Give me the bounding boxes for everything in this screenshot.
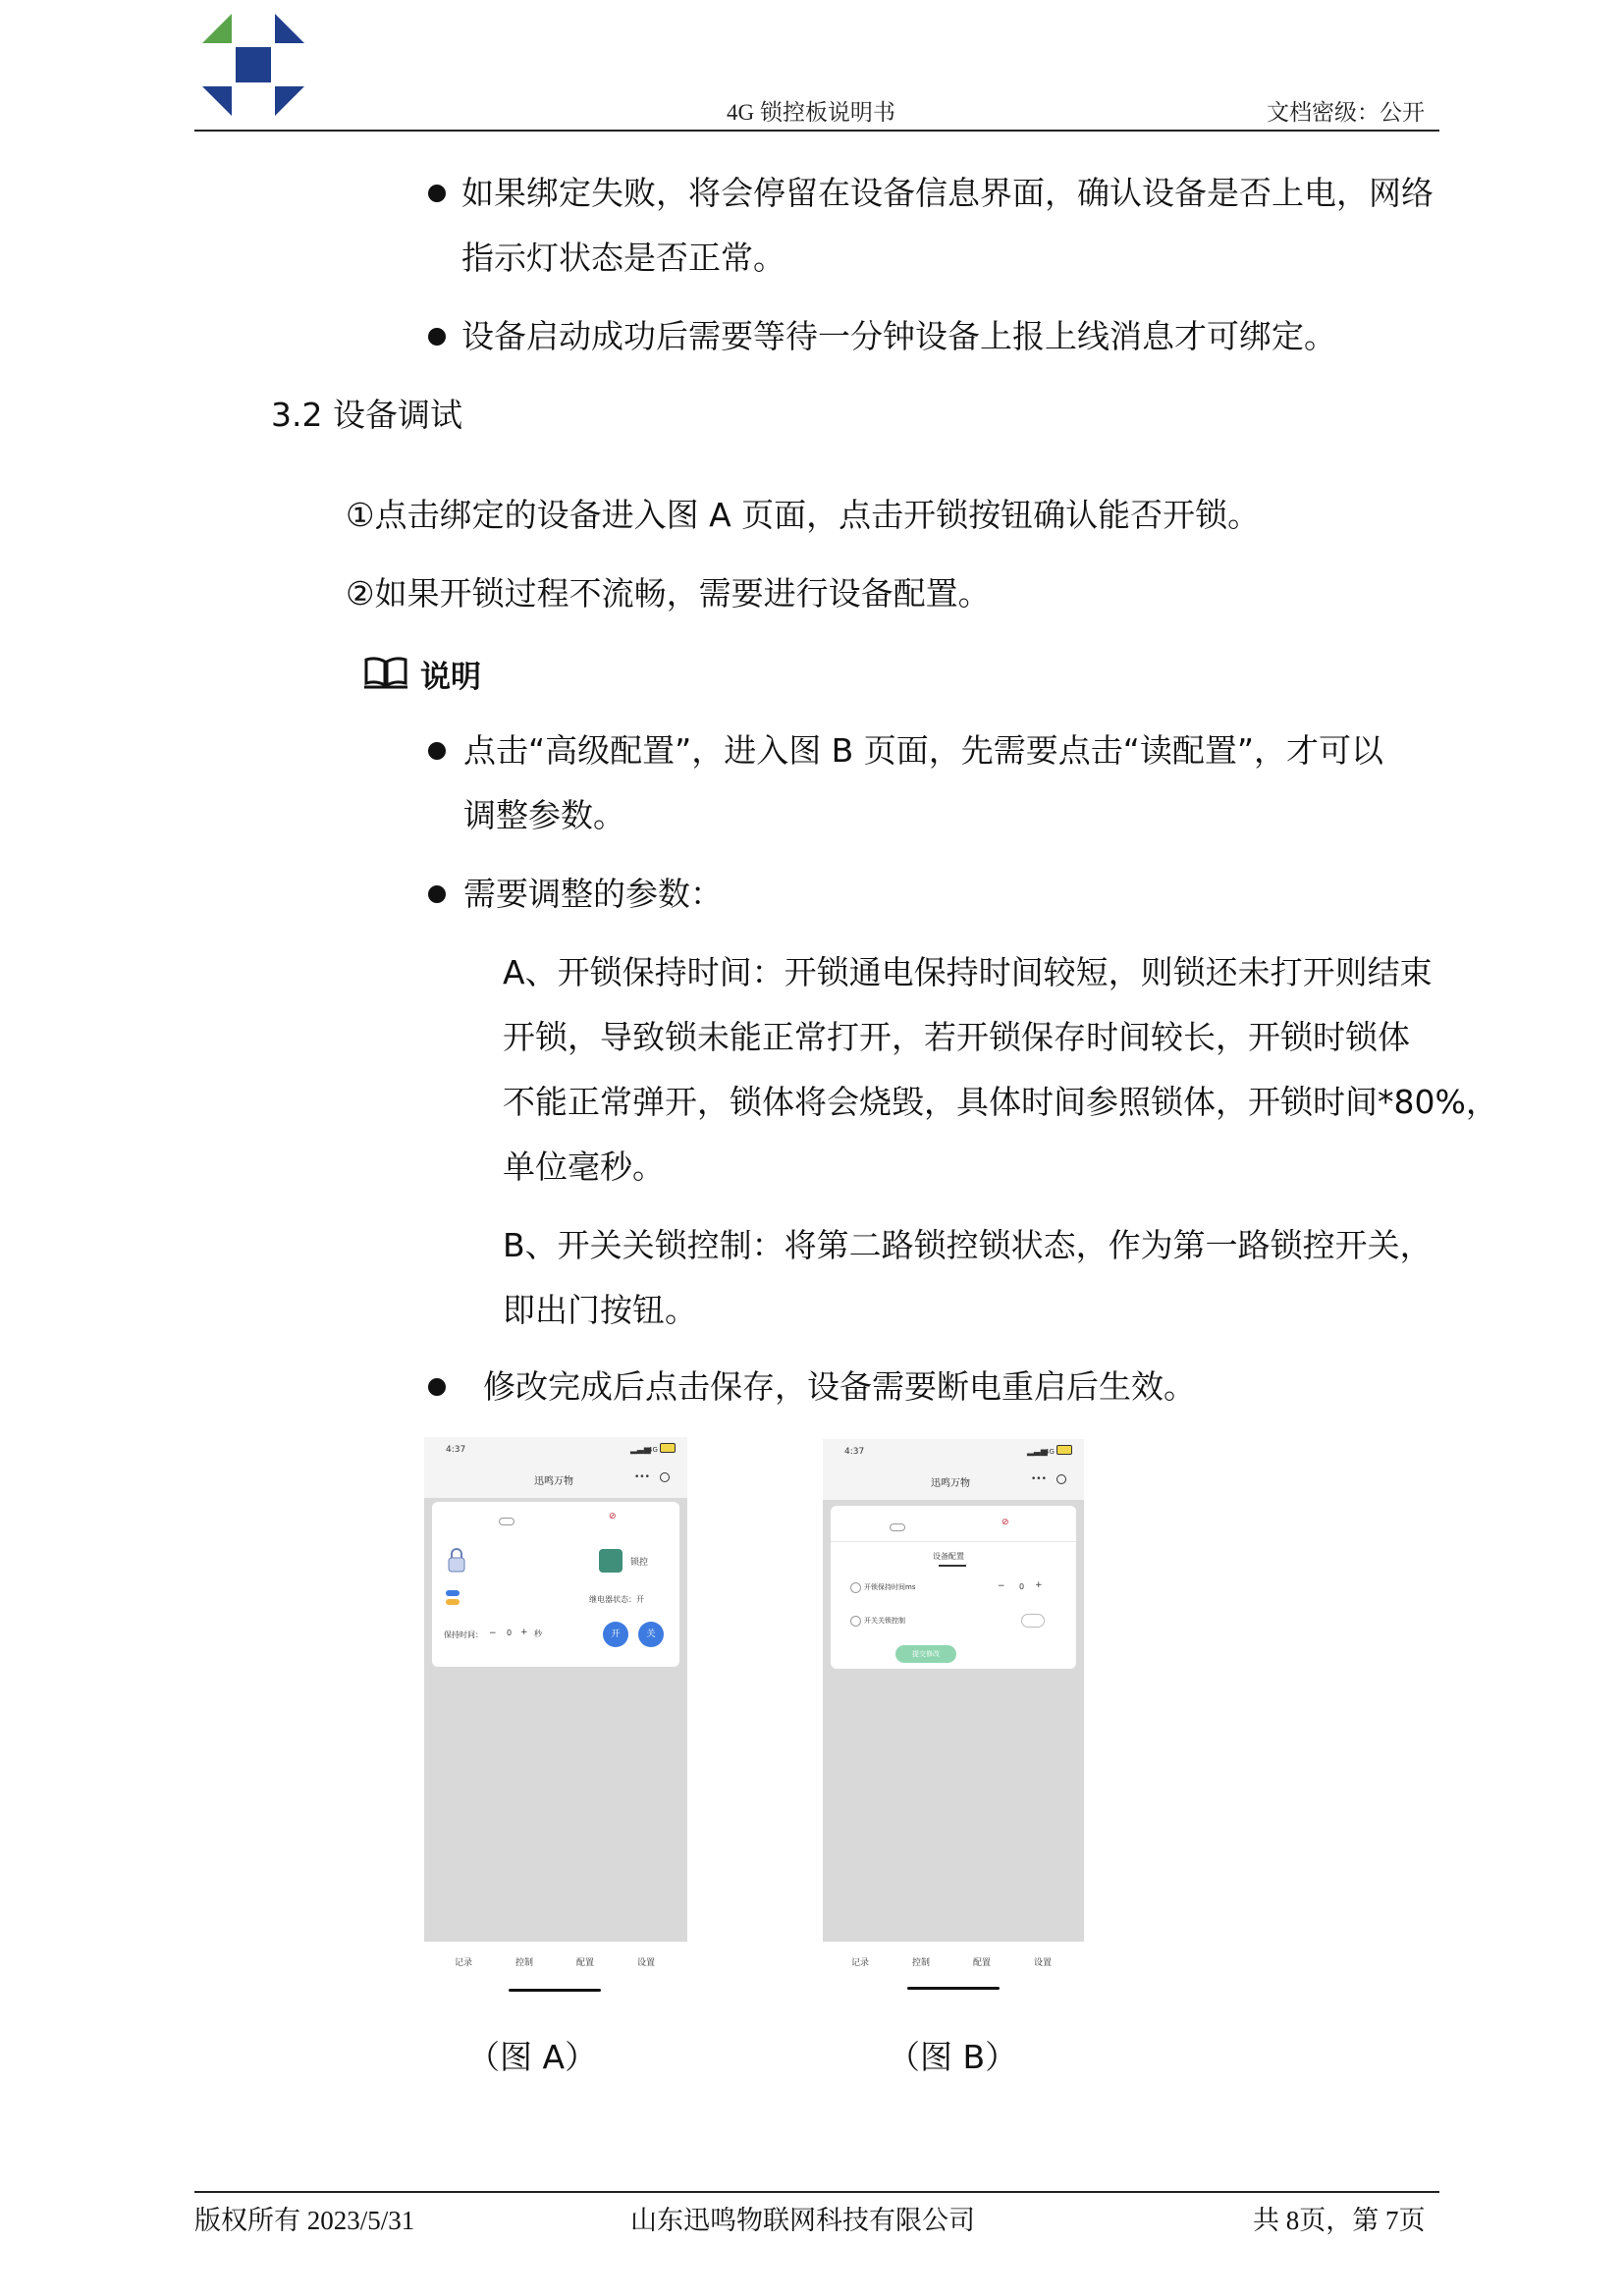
- step-2: ②如果开锁过程不流畅，需要进行设备配置。: [346, 574, 991, 613]
- divider: [831, 1541, 1076, 1542]
- row1-radio[interactable]: [850, 1582, 861, 1593]
- config-tab-underline: [939, 1565, 966, 1567]
- battery-icon: [660, 1443, 676, 1453]
- plus-button[interactable]: +: [1035, 1580, 1043, 1590]
- hold-time-value[interactable]: 0: [1019, 1582, 1025, 1591]
- tab-bar: [424, 1942, 687, 2006]
- security-level: 文档密级：公开: [1267, 100, 1425, 125]
- param-a-line3: 不能正常弹开，锁体将会烧毁，具体时间参照锁体，开锁时间*80%，: [503, 1083, 1498, 1121]
- bullet-text: 如果绑定失败，将会停留在设备信息界面，确认设备是否上电，网络: [461, 174, 1434, 212]
- tab-record[interactable]: 记录: [454, 1958, 472, 1968]
- toggle-icon[interactable]: [446, 1590, 460, 1606]
- config-card: [831, 1506, 1076, 1669]
- document-title: 4G 锁控板说明书: [727, 100, 895, 125]
- header-rule: [194, 130, 1439, 132]
- tab-config[interactable]: 配置: [972, 1958, 991, 1968]
- device-card: [432, 1502, 679, 1667]
- target-icon[interactable]: [1056, 1474, 1066, 1484]
- caption-a: （图 A）: [467, 2038, 598, 2076]
- status-time: 4:37: [844, 1447, 865, 1457]
- param-a-line2: 开锁，导致锁未能正常打开，若开锁保存时间较长，开锁时锁体: [503, 1018, 1410, 1056]
- tab-control[interactable]: 控制: [514, 1958, 533, 1968]
- hold-time-label: 保持时间：: [444, 1630, 483, 1639]
- tab-bar: [823, 1942, 1084, 2006]
- unit-label: 秒: [534, 1629, 542, 1638]
- note-bullet-2: 需要调整的参数：: [463, 875, 723, 913]
- nav-bar: [823, 1461, 1084, 1500]
- caption-b: （图 B）: [888, 2038, 1018, 2076]
- note-bullet-1: 点击“高级配置”，进入图 B 页面，先需要点击“读配置”，才可以: [463, 731, 1384, 770]
- book-icon: [363, 656, 408, 689]
- param-b-line2: 即出门按钮。: [503, 1291, 697, 1329]
- hold-time-value[interactable]: 0: [507, 1629, 513, 1637]
- more-icon[interactable]: •••: [634, 1472, 650, 1482]
- tab-settings[interactable]: 设置: [1033, 1958, 1052, 1968]
- submit-button[interactable]: 提交修改: [895, 1645, 956, 1663]
- param-a-line4: 单位毫秒。: [503, 1148, 665, 1186]
- row2-radio[interactable]: [850, 1616, 861, 1627]
- note-bullet-3: 修改完成后点击保存，设备需要断电重启后生效。: [483, 1367, 1196, 1406]
- bullet-dot: [428, 185, 446, 202]
- footer-rule: [194, 2191, 1439, 2193]
- bullet-dot: [428, 1378, 446, 1396]
- config-tab[interactable]: 设备配置: [933, 1552, 964, 1561]
- device-pill-icon: [890, 1523, 905, 1531]
- tab-record[interactable]: 记录: [850, 1958, 869, 1968]
- padlock-icon: [448, 1547, 465, 1573]
- tab-settings[interactable]: 设置: [636, 1958, 655, 1968]
- tab-control[interactable]: 控制: [911, 1958, 930, 1968]
- bullet-dot: [428, 885, 446, 903]
- app-title: 迅鸣万物: [534, 1476, 573, 1487]
- screenshot-b: [823, 1439, 1084, 2006]
- lock-control-label: 锁控: [630, 1558, 649, 1568]
- battery-icon: [1056, 1445, 1072, 1455]
- footer-pages: 共 8页，第 7页: [1253, 2206, 1426, 2235]
- switch-toggle[interactable]: [1021, 1614, 1045, 1628]
- screenshot-a: [424, 1437, 687, 2006]
- no-signal-icon: ⊘: [1001, 1518, 1009, 1527]
- target-icon[interactable]: [660, 1472, 670, 1482]
- open-button[interactable]: 开: [603, 1622, 628, 1647]
- bullet-text-cont: 指示灯状态是否正常。: [461, 239, 785, 277]
- tab-config[interactable]: 配置: [575, 1958, 594, 1968]
- status-time: 4:37: [446, 1445, 466, 1455]
- bullet-text: 设备启动成功后需要等待一分钟设备上报上线消息才可绑定。: [461, 317, 1336, 355]
- signal-icon: ▂▃▅: [1027, 1447, 1048, 1457]
- device-pill-icon: [499, 1518, 514, 1525]
- note-bullet-1-cont: 调整参数。: [463, 796, 625, 834]
- home-indicator: [509, 1989, 601, 1992]
- lock-control-button[interactable]: [599, 1549, 623, 1573]
- close-button[interactable]: 关: [638, 1622, 664, 1647]
- hold-time-ms-label: 开锁保持时间ms: [864, 1583, 916, 1591]
- footer-company: 山东迅鸣物联网科技有限公司: [630, 2206, 975, 2235]
- plus-button[interactable]: +: [520, 1628, 528, 1637]
- nav-bar: [424, 1459, 687, 1498]
- relay-status: 继电器状态：开: [589, 1595, 644, 1604]
- signal-icon: ▂▃▅: [630, 1445, 651, 1455]
- step-1: ①点击绑定的设备进入图 A 页面，点击开锁按钮确认能否开锁。: [346, 496, 1261, 534]
- note-label: 说明: [420, 660, 481, 695]
- minus-button[interactable]: −: [998, 1581, 1005, 1591]
- more-icon[interactable]: •••: [1031, 1474, 1047, 1484]
- network-type: 4G: [648, 1446, 658, 1454]
- section-title: 3.2 设备调试: [271, 396, 462, 434]
- company-logo: [202, 14, 304, 116]
- footer-copyright: 版权所有 2023/5/31: [194, 2206, 415, 2235]
- bullet-dot: [428, 742, 446, 760]
- app-title: 迅鸣万物: [931, 1478, 970, 1489]
- no-signal-icon: ⊘: [609, 1512, 617, 1522]
- home-indicator: [907, 1987, 1000, 1990]
- param-b-line1: B、开关关锁控制：将第二路锁控锁状态，作为第一路锁控开关，: [503, 1226, 1433, 1264]
- bullet-dot: [428, 328, 446, 346]
- param-a-line1: A、开锁保持时间：开锁通电保持时间较短，则锁还未打开则结束: [503, 953, 1433, 991]
- minus-button[interactable]: −: [489, 1629, 497, 1638]
- switch-lock-label: 开关关锁控制: [864, 1617, 905, 1625]
- network-type: 4G: [1045, 1448, 1055, 1456]
